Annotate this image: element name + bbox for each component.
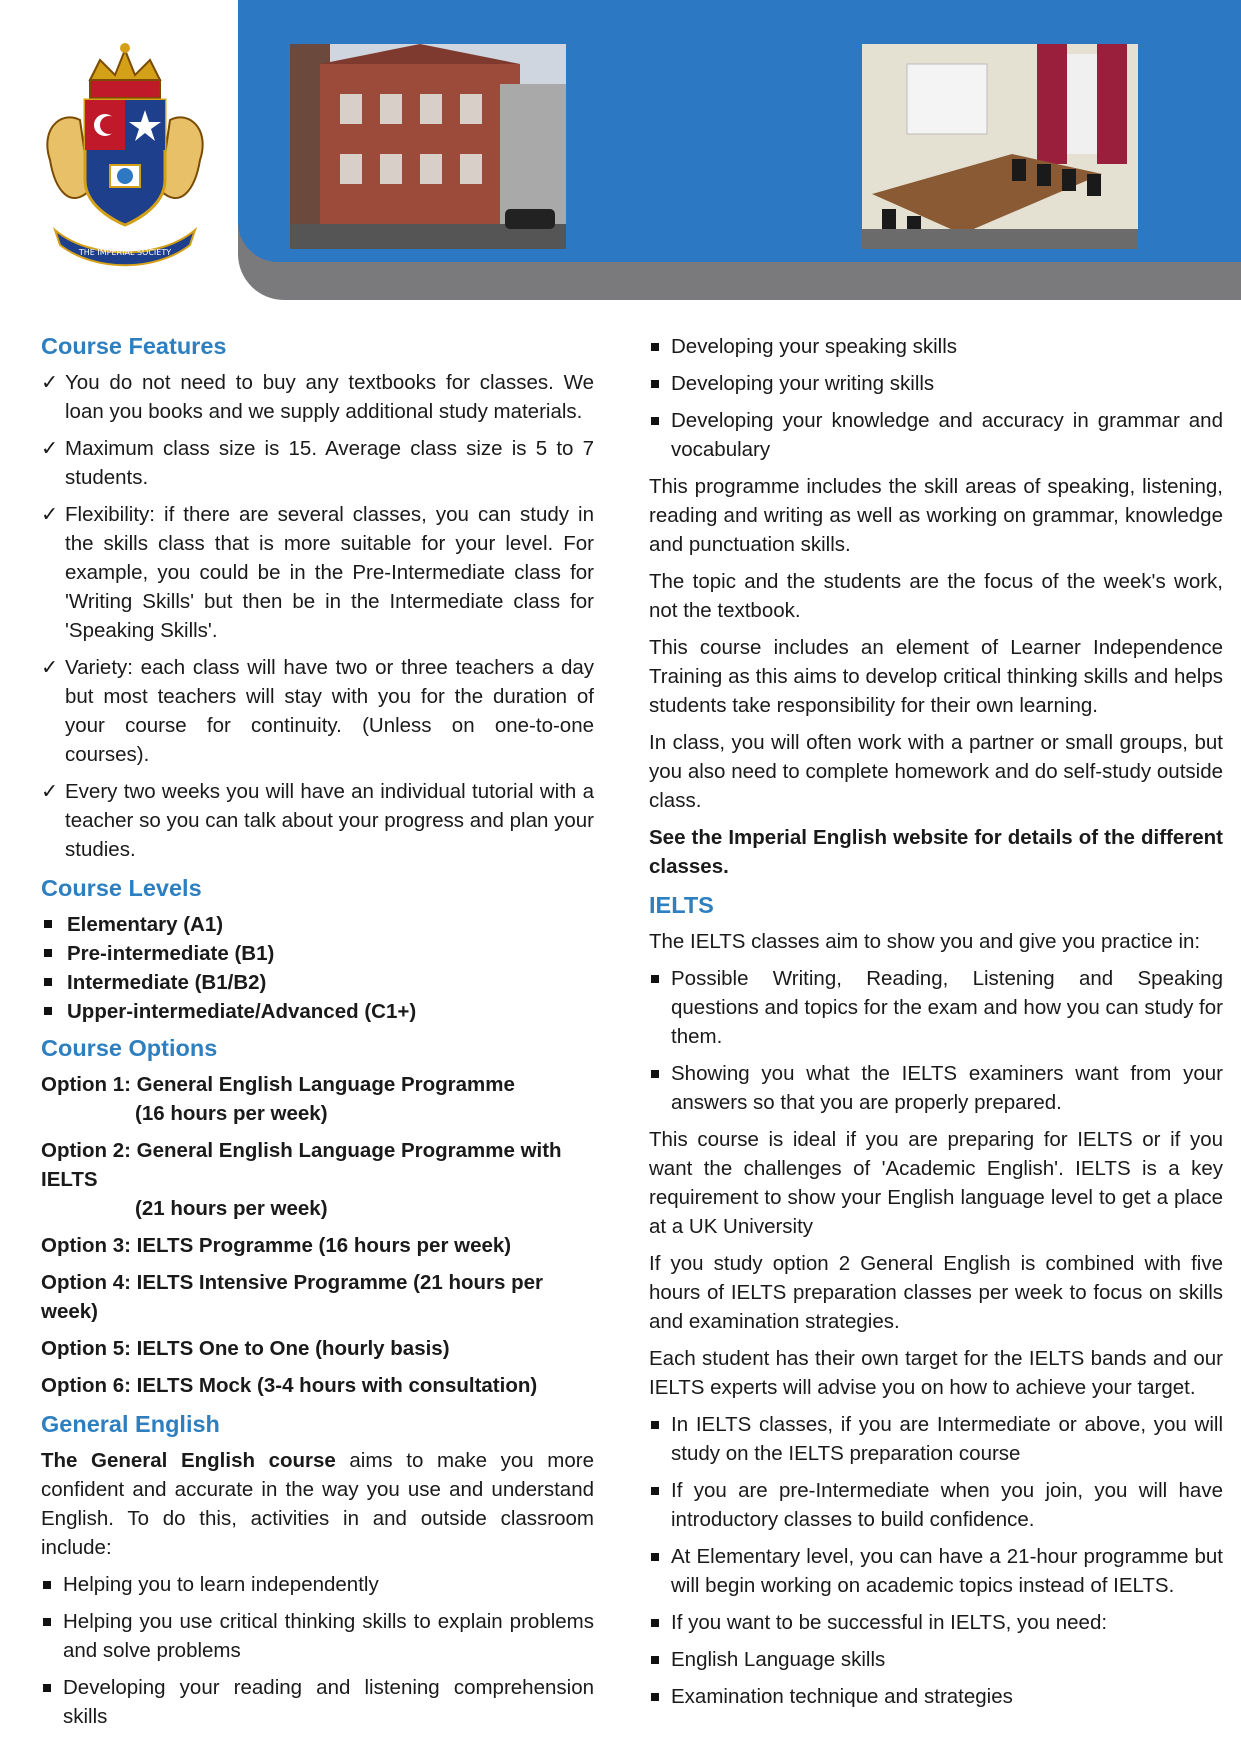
list-item: Possible Writing, Reading, Listening and Speaking questions and topics for the exam and how you can study for them. xyxy=(649,964,1223,1051)
list-item: Helping you to learn independently xyxy=(41,1570,594,1599)
option-item: Option 1: General English Language Programme (16 hours per week) xyxy=(41,1073,515,1125)
list-item: ✓ Every two weeks you will have an individual tutorial with a teacher so you can talk about your progress and plan your studies. xyxy=(41,777,594,864)
building-exterior-photo xyxy=(290,44,566,249)
classroom-interior-photo xyxy=(862,44,1138,249)
paragraph: The topic and the students are the focus of the week's work, not the textbook. xyxy=(649,570,1223,622)
list-item: ✓ You do not need to buy any textbooks for classes. We loan you books and we supply additional study materials. xyxy=(41,368,594,426)
square-bullet-icon xyxy=(651,1553,659,1561)
list-item: If you are pre-Intermediate when you join, you will have introductory classes to build confidence. xyxy=(649,1476,1223,1534)
square-bullet-icon xyxy=(44,1007,52,1015)
check-icon: ✓ xyxy=(41,656,59,679)
square-bullet-icon xyxy=(651,975,659,983)
list-item: Developing your speaking skills xyxy=(649,332,1223,361)
list-item: ✓ Maximum class size is 15. Average class size is 5 to 7 students. xyxy=(41,434,594,492)
list-item: Intermediate (B1/B2) xyxy=(41,968,594,997)
paragraph: Each student has their own target for the IELTS bands and our IELTS experts will advise you on how to achieve your target. xyxy=(649,1347,1223,1399)
square-bullet-icon xyxy=(651,1656,659,1664)
list-item: Examination technique and strategies xyxy=(649,1682,1223,1711)
square-bullet-icon xyxy=(651,1070,659,1078)
square-bullet-icon xyxy=(44,949,52,957)
list-item: Helping you use critical thinking skills to explain problems and solve problems xyxy=(41,1607,594,1665)
paragraph: If you study option 2 General English is combined with five hours of IELTS preparation classes per week to focus on skills and examination strategies. xyxy=(649,1252,1223,1333)
check-icon: ✓ xyxy=(41,780,59,803)
square-bullet-icon xyxy=(651,417,659,425)
check-icon: ✓ xyxy=(41,503,59,526)
square-bullet-icon xyxy=(651,1619,659,1627)
general-english-intro: The General English course aims to make you more confident and accurate in the way you use and understand English. To do this, activities in and outside classroom include: xyxy=(41,1449,594,1559)
features-list xyxy=(41,368,594,864)
check-icon: ✓ xyxy=(41,437,59,460)
general-english-heading: General English xyxy=(41,1411,220,1437)
ielts-heading: IELTS xyxy=(649,892,714,918)
levels-list xyxy=(41,910,594,1026)
square-bullet-icon xyxy=(651,380,659,388)
square-bullet-icon xyxy=(651,1421,659,1429)
square-bullet-icon xyxy=(651,1487,659,1495)
list-item: Upper-intermediate/Advanced (C1+) xyxy=(41,997,594,1026)
list-item: English Language skills xyxy=(649,1645,1223,1674)
paragraph: In class, you will often work with a partner or small groups, but you also need to complete homework and do self-study outside class. xyxy=(649,731,1223,812)
left-column xyxy=(41,330,594,1739)
general-english-list-right xyxy=(649,332,1223,464)
general-english-list-left xyxy=(41,1570,594,1731)
list-item: ✓ Flexibility: if there are several classes, you can study in the skills class that is more suitable for your level. For example, you could be in the Pre-Intermediate class for 'Writing Skills' but then be in the Intermediate class for 'Speaking Skills'. xyxy=(41,500,594,645)
course-options-heading: Course Options xyxy=(41,1035,218,1061)
square-bullet-icon xyxy=(43,1618,51,1626)
list-item: Developing your writing skills xyxy=(649,369,1223,398)
option-item: Option 3: IELTS Programme (16 hours per week) xyxy=(41,1234,512,1257)
option-item: Option 5: IELTS One to One (hourly basis) xyxy=(41,1337,450,1360)
list-item: Showing you what the IELTS examiners want from your answers so that you are properly prepared. xyxy=(649,1059,1223,1117)
list-item: Developing your reading and listening comprehension skills xyxy=(41,1673,594,1731)
square-bullet-icon xyxy=(44,920,52,928)
option-item: Option 2: General English Language Programme with IELTS (21 hours per week) xyxy=(41,1139,562,1220)
paragraph: This course is ideal if you are preparing for IELTS or if you want the challenges of 'Academic English'. IELTS is a key requirement to show your English language level to get a place at a UK University xyxy=(649,1128,1223,1238)
list-item: ✓ Variety: each class will have two or three teachers a day but most teachers will stay with you for the duration of your course for continuity. (Unless on one-to-one courses). xyxy=(41,653,594,769)
school-crest-logo xyxy=(30,40,220,270)
square-bullet-icon xyxy=(44,978,52,986)
option-item: Option 4: IELTS Intensive Programme (21 hours per week) xyxy=(41,1271,543,1323)
list-item: Developing your knowledge and accuracy in grammar and vocabulary xyxy=(649,406,1223,464)
list-item: If you want to be successful in IELTS, you need: xyxy=(649,1608,1223,1637)
square-bullet-icon xyxy=(651,1693,659,1701)
square-bullet-icon xyxy=(43,1684,51,1692)
list-item: Elementary (A1) xyxy=(41,910,594,939)
right-column xyxy=(649,332,1223,1719)
page-header xyxy=(0,0,1241,300)
square-bullet-icon xyxy=(651,343,659,351)
ielts-info-list xyxy=(649,1410,1223,1711)
list-item: At Elementary level, you can have a 21-hour programme but will begin working on academic topics instead of IELTS. xyxy=(649,1542,1223,1600)
check-icon: ✓ xyxy=(41,371,59,394)
course-features-heading: Course Features xyxy=(41,333,227,359)
ielts-intro: The IELTS classes aim to show you and give you practice in: xyxy=(649,930,1201,953)
ielts-practice-list xyxy=(649,964,1223,1117)
list-item: Pre-intermediate (B1) xyxy=(41,939,594,968)
website-note: See the Imperial English website for details of the different classes. xyxy=(649,826,1223,878)
paragraph: This course includes an element of Learner Independence Training as this aims to develop critical thinking skills and helps students take responsibility for their own learning. xyxy=(649,636,1223,717)
course-levels-heading: Course Levels xyxy=(41,875,202,901)
option-item: Option 6: IELTS Mock (3-4 hours with consultation) xyxy=(41,1374,538,1397)
list-item: In IELTS classes, if you are Intermediate or above, you will study on the IELTS preparation course xyxy=(649,1410,1223,1468)
crest-motto: THE IMPERIAL SOCIETY xyxy=(78,248,172,257)
paragraph: This programme includes the skill areas of speaking, listening, reading and writing as well as working on grammar, knowledge and punctuation skills. xyxy=(649,475,1223,556)
square-bullet-icon xyxy=(43,1581,51,1589)
